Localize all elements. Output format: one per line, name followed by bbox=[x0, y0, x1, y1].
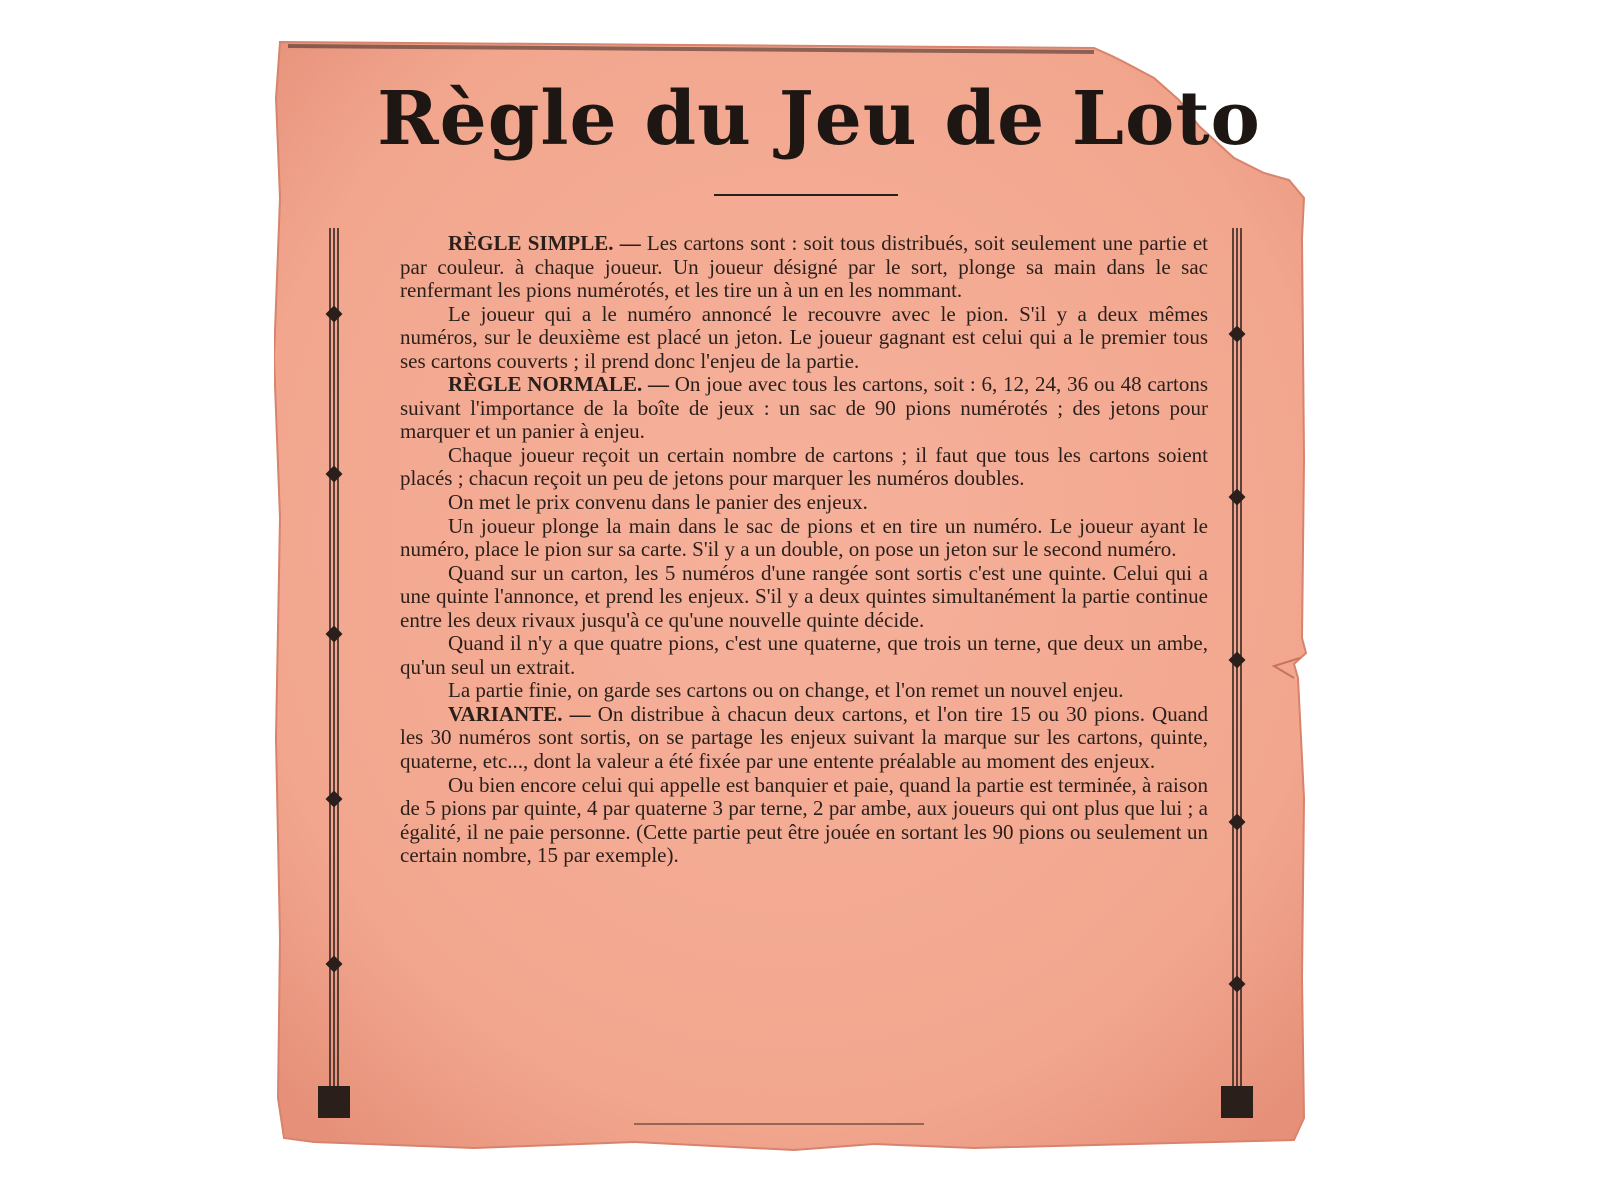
rules-paragraph bbox=[400, 703, 1208, 774]
paragraph-text: On met le prix convenu dans le panier des enjeux. bbox=[448, 490, 868, 515]
rules-paragraph bbox=[400, 632, 1208, 679]
section-heading: RÈGLE NORMALE. — bbox=[448, 372, 669, 397]
paragraph-text: On joue avec tous les cartons, soit : 6, 12, 24, 36 ou 48 cartons suivant l'importance de la boîte de jeux : un sac de 90 pions numérotés ; des jetons pour marquer et un panier à enjeu. bbox=[400, 372, 1209, 444]
paragraph-text: Les cartons sont : soit tous distribués, soit seulement une partie et par couleur. à chaque joueur. Un joueur désigné par le sort, plonge sa main dans le sac renfermant les pions numérotés, et les tire un à un en les nommant. bbox=[400, 231, 1209, 303]
rules-paragraph bbox=[400, 232, 1208, 303]
left-border-ornament bbox=[318, 228, 350, 1118]
rules-paragraph bbox=[400, 774, 1208, 868]
rules-paragraph bbox=[400, 444, 1208, 491]
paragraph-text: La partie finie, on garde ses cartons ou on change, et l'on remet un nouvel enjeu. bbox=[448, 678, 1124, 703]
section-heading: VARIANTE. — bbox=[448, 701, 591, 726]
rules-paragraph bbox=[400, 373, 1208, 444]
rules-paragraph bbox=[400, 491, 1208, 515]
rules-paragraph bbox=[400, 303, 1208, 374]
paragraph-text: Quand sur un carton, les 5 numéros d'une rangée sont sortis c'est une quinte. Celui qui a une quinte l'annonce, et prend les enjeux. S'il y a deux quintes simultanément la partie continue entre les deux rivaux jusqu'à ce qu'une nouvelle quinte décide. bbox=[400, 560, 1208, 632]
paragraph-text: Le joueur qui a le numéro annoncé le recouvre avec le pion. S'il y a deux mêmes numéros, sur le deuxième est placé un jeton. Le joueur gagnant est celui qui a le premier tous ses cartons couverts ; il prend donc l'enjeu de la partie. bbox=[400, 301, 1208, 373]
rules-body bbox=[400, 232, 1208, 868]
rules-paragraph bbox=[400, 515, 1208, 562]
rules-paragraph bbox=[400, 562, 1208, 633]
paragraph-text: On distribue à chacun deux cartons, et l'on tire 15 ou 30 pions. Quand les 30 numéros sont sortis, on se partage les enjeux suivant la marque sur les cartons, quinte, quaterne, etc..., dont la valeur a été fixée par une entente préalable au moment des enjeux. bbox=[400, 701, 1209, 774]
right-border-ornament bbox=[1221, 228, 1253, 1118]
rules-paragraph bbox=[400, 679, 1208, 703]
paragraph-text: Un joueur plonge la main dans le sac de pions et en tire un numéro. Le joueur ayant le numéro, place le pion sur sa carte. S'il y a un double, on pose un jeton sur le second numéro. bbox=[400, 513, 1208, 562]
rules-sheet bbox=[274, 38, 1344, 1160]
section-heading: RÈGLE SIMPLE. — bbox=[448, 231, 641, 255]
paragraph-text: Ou bien encore celui qui appelle est banquier et paie, quand la partie est terminée, à raison de 5 pions par quinte, 4 par quaterne 3 par terne, 2 par ambe, aux joueurs qui ont plus que lui ; a égalité, il ne paie personne. (Cette partie peut être jouée en sortant les 90 pions ou seulement un certain nombre, 15 par exemple). bbox=[400, 772, 1208, 868]
paragraph-text: Chaque joueur reçoit un certain nombre de cartons ; il faut que tous les cartons soient placés ; chacun reçoit un peu de jetons pour marquer les numéros doubles. bbox=[400, 442, 1208, 491]
title-divider bbox=[714, 194, 898, 196]
paragraph-text: Quand il n'y a que quatre pions, c'est une quaterne, que trois un terne, que deux un ambe, qu'un seul un extrait. bbox=[400, 631, 1208, 679]
page-title: Règle du Jeu de Loto bbox=[377, 76, 1261, 162]
